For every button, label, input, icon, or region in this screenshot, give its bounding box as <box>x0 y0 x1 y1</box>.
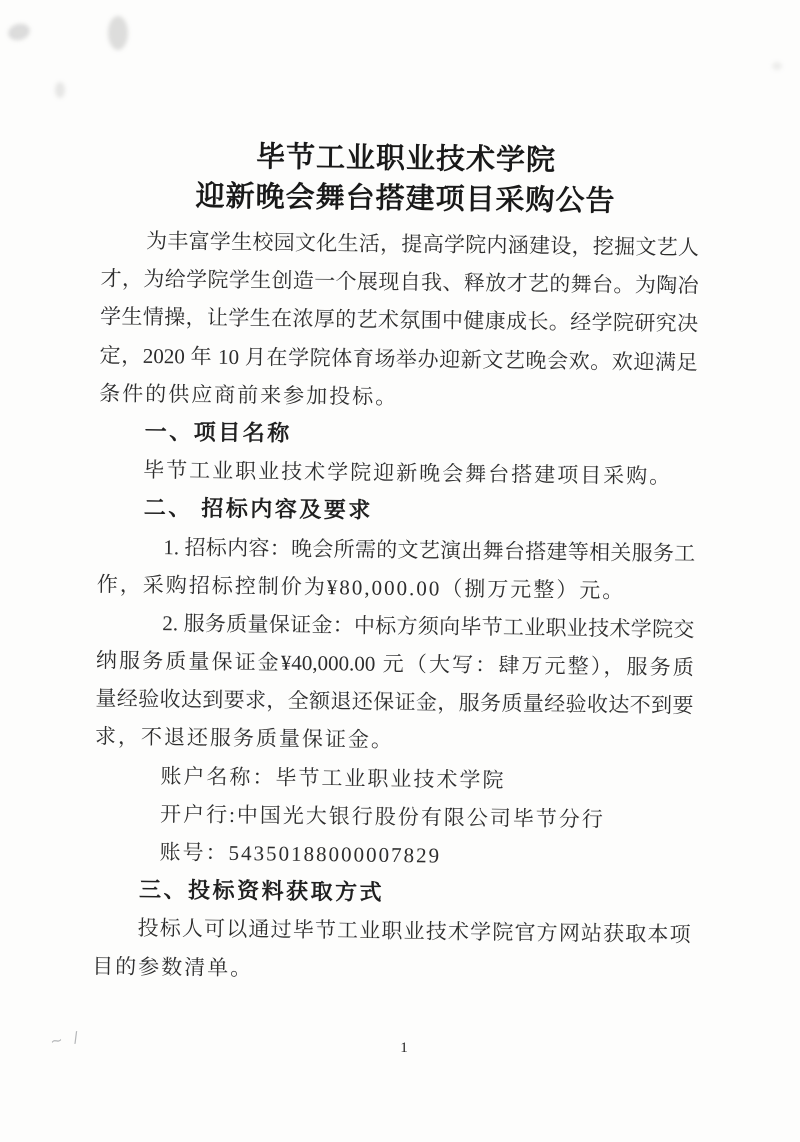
bank-branch-line: 开户行:中国光大银行股份有限公司毕节分行 <box>159 801 605 832</box>
section-1-heading: 一、项目名称 <box>144 418 292 446</box>
handwritten-mark: ~ / <box>48 1027 83 1051</box>
scan-smudge-top-right <box>772 62 782 70</box>
intro-line: 学生情操，让学生在浓厚的艺术氛围中健康成长。经学院研究决 <box>99 304 699 337</box>
page-number: 1 <box>400 1040 408 1056</box>
section-3-line: 投标人可以通过毕节工业职业技术学院官方网站获取本项 <box>137 916 691 947</box>
scan-smudge-top-left-3 <box>55 82 65 98</box>
tender-content-line: 1. 招标内容：晚会所需的文艺演出舞台搭建等相关服务工 <box>163 534 696 566</box>
service-deposit-line: 2. 服务质量保证金：中标方须向毕节工业职业技术学院交 <box>162 610 695 642</box>
intro-line: 才，为给学院学生创造一个展现自我、释放才艺的舞台。为陶冶 <box>100 266 699 298</box>
account-number-line: 账号：54350188000007829 <box>159 840 442 868</box>
section-3-line: 目的参数清单。 <box>92 953 254 980</box>
section-1-body: 毕节工业职业技术学院迎新晚会舞台搭建项目采购。 <box>143 457 673 489</box>
service-deposit-line: 量经验收达到要求，全额退还保证金，服务质量经验收达不到要 <box>95 686 694 718</box>
document-body <box>92 0 702 992</box>
tender-content-line: 作，采购招标控制价为¥80,000.00（捌万元整）元。 <box>96 571 626 603</box>
section-3-heading: 三、投标资料获取方式 <box>138 877 385 906</box>
service-deposit-line: 纳服务质量保证金¥40,000.00 元（大写：肆万元整），服务质 <box>95 648 695 680</box>
document-title-line2: 迎新晚会舞台搭建项目采购公告 <box>195 180 616 218</box>
service-deposit-line: 求，不退还服务质量保证金。 <box>94 724 395 753</box>
account-name-line: 账户名称：毕节工业职业技术学院 <box>160 763 506 792</box>
document-title-line1: 毕节工业职业技术学院 <box>255 141 557 177</box>
intro-line: 条件的供应商前来参加投标。 <box>99 381 399 409</box>
intro-line: 为丰富学生校园文化生活，提高学院内涵建设，挖掘文艺人 <box>145 228 700 260</box>
scan-smudge-top-left-1 <box>6 21 31 42</box>
section-2-heading: 二、 招标内容及要求 <box>143 495 374 523</box>
intro-line: 定，2020 年 10 月在学院体育场举办迎新文艺晚会欢。欢迎满足 <box>99 342 698 375</box>
